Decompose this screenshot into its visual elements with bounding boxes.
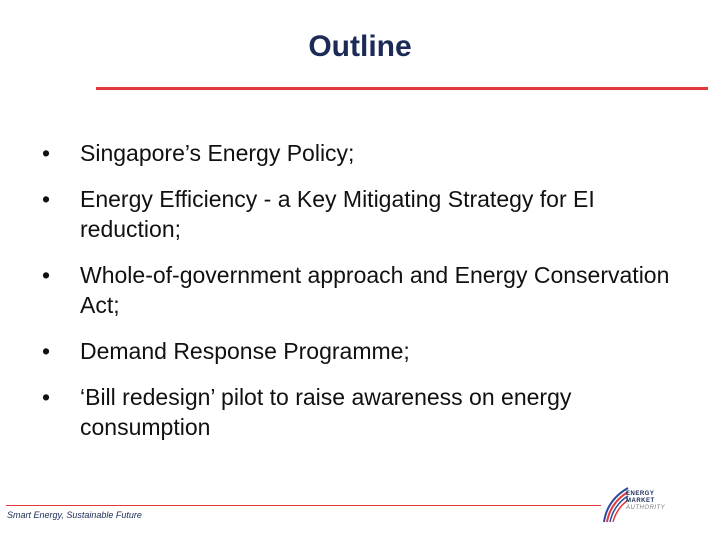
bullet-text: ‘Bill redesign’ pilot to raise awareness on energy consumption: [80, 384, 572, 440]
logo-wordmark: [626, 491, 665, 512]
logo-line-2: MARKET: [626, 498, 655, 504]
bullet-text: Singapore’s Energy Policy;: [80, 140, 355, 166]
slide-title-text: Outline: [308, 30, 412, 63]
slide-title: [0, 30, 720, 64]
bullet-text: Energy Efficiency - a Key Mitigating Strategy for EI reduction;: [80, 186, 595, 242]
logo-line-1: ENERGY: [626, 491, 655, 497]
logo-line-3: AUTHORITY: [626, 505, 666, 511]
list-item: [36, 138, 676, 168]
energy-market-authority-logo: [600, 484, 678, 528]
list-item: [36, 184, 676, 244]
bullet-icon: •: [41, 384, 51, 410]
bullet-text: Demand Response Programme;: [80, 338, 410, 364]
footer-divider: [6, 505, 601, 506]
title-divider: [96, 87, 708, 90]
bullet-text: Whole-of-government approach and Energy Conservation Act;: [80, 262, 670, 318]
list-item: [36, 336, 676, 366]
bullet-icon: •: [41, 338, 51, 364]
footer-tagline: Smart Energy, Sustainable Future: [7, 510, 142, 520]
bullet-icon: •: [41, 262, 51, 288]
bullet-icon: •: [41, 140, 51, 166]
bullet-icon: •: [41, 186, 51, 212]
list-item: [36, 382, 676, 442]
list-item: [36, 260, 676, 320]
bullet-list: [36, 138, 676, 458]
